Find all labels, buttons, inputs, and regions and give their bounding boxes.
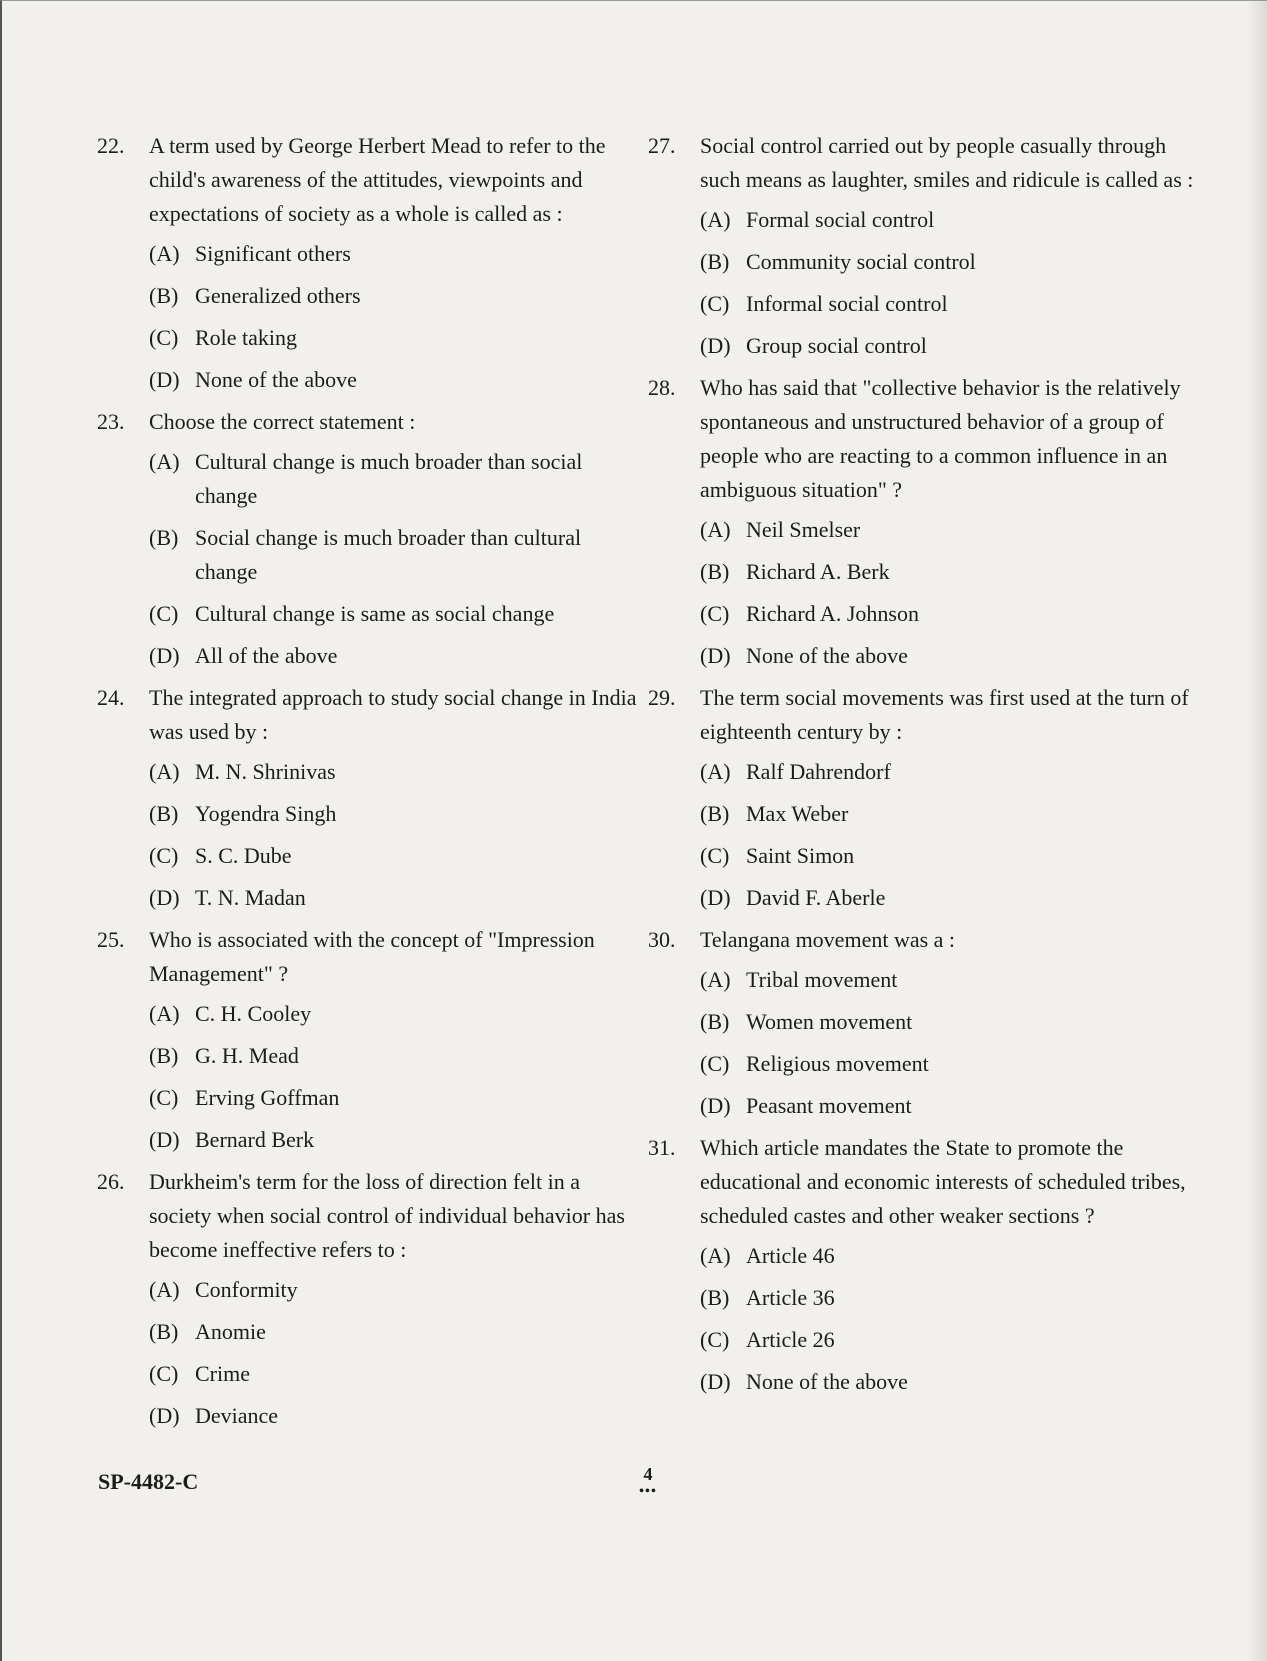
option-b — [700, 1005, 1196, 1039]
option-text: Bernard Berk — [195, 1127, 315, 1152]
option-letter: (C) — [700, 291, 730, 316]
option-letter: (B) — [149, 1043, 179, 1068]
option-b — [700, 1281, 1196, 1315]
option-letter: (A) — [149, 1001, 180, 1026]
option-letter: (B) — [149, 801, 179, 826]
option-text: Article 46 — [746, 1243, 835, 1268]
question-number: 28. — [648, 375, 676, 400]
option-letter: (A) — [700, 207, 731, 232]
option-b — [149, 797, 645, 831]
option-text: Conformity — [195, 1277, 298, 1302]
question-number: 23. — [97, 409, 125, 434]
option-c — [149, 839, 645, 873]
option-c — [700, 1323, 1196, 1357]
options-list — [149, 755, 645, 915]
option-c — [149, 321, 645, 355]
option-letter: (C) — [149, 843, 179, 868]
option-d — [700, 1089, 1196, 1123]
option-b — [149, 1039, 645, 1073]
option-letter: (D) — [700, 1093, 731, 1118]
option-text: Ralf Dahrendorf — [746, 759, 891, 784]
option-a — [700, 203, 1196, 237]
option-d — [149, 1123, 645, 1157]
option-text: Neil Smelser — [746, 517, 861, 542]
question-text: Who has said that "collective behavior is the relatively spontaneous and unstructured behavior of a group of people who are reacting to a common influence in an ambiguous situation" ? — [700, 375, 1181, 502]
question-number: 24. — [97, 685, 125, 710]
option-letter: (A) — [149, 449, 180, 474]
option-c — [700, 1047, 1196, 1081]
option-b — [149, 279, 645, 313]
option-text: Erving Goffman — [195, 1085, 340, 1110]
question-30 — [648, 923, 1196, 1123]
option-text: Saint Simon — [746, 843, 855, 868]
question-number: 25. — [97, 927, 125, 952]
question-22 — [97, 129, 645, 397]
option-text: Peasant movement — [746, 1093, 912, 1118]
option-letter: (D) — [700, 1369, 731, 1394]
question-26 — [97, 1165, 645, 1433]
option-text: Significant others — [195, 241, 351, 266]
option-text: Women movement — [746, 1009, 913, 1034]
option-text: Role taking — [195, 325, 298, 350]
option-d — [700, 881, 1196, 915]
option-letter: (B) — [700, 801, 730, 826]
question-text: A term used by George Herbert Mead to refer to the child's awareness of the attitudes, viewpoints and expectations of society as a whole is called as : — [149, 133, 606, 226]
option-letter: (A) — [700, 517, 731, 542]
question-28 — [648, 371, 1196, 673]
question-25 — [97, 923, 645, 1157]
option-letter: (C) — [149, 325, 179, 350]
option-a — [149, 1273, 645, 1307]
options-list — [149, 997, 645, 1157]
option-text: Community social control — [746, 249, 976, 274]
right-column — [648, 129, 1196, 1407]
options-list — [149, 1273, 645, 1433]
option-letter: (B) — [149, 1319, 179, 1344]
option-text: Article 26 — [746, 1327, 835, 1352]
option-letter: (C) — [149, 1361, 179, 1386]
option-text: David F. Aberle — [746, 885, 886, 910]
option-letter: (C) — [700, 1051, 730, 1076]
question-24 — [97, 681, 645, 915]
option-letter: (C) — [149, 601, 179, 626]
option-text: Yogendra Singh — [195, 801, 337, 826]
option-text: Cultural change is same as social change — [195, 601, 555, 626]
option-d — [149, 881, 645, 915]
question-number: 29. — [648, 685, 676, 710]
option-b — [149, 521, 645, 589]
option-d — [700, 329, 1196, 363]
option-c — [149, 597, 645, 631]
options-list — [700, 1239, 1196, 1399]
option-text: Richard A. Johnson — [746, 601, 919, 626]
page-number-block — [618, 1465, 678, 1501]
option-text: T. N. Madan — [195, 885, 306, 910]
question-31 — [648, 1131, 1196, 1399]
option-text: M. N. Shrinivas — [195, 759, 336, 784]
options-list — [149, 237, 645, 397]
option-letter: (A) — [149, 241, 180, 266]
question-29 — [648, 681, 1196, 915]
question-text: Which article mandates the State to promote the educational and economic interests of scheduled tribes, scheduled castes and other weaker sections ? — [700, 1135, 1186, 1228]
option-text: None of the above — [746, 1369, 908, 1394]
option-text: G. H. Mead — [195, 1043, 299, 1068]
question-number: 26. — [97, 1169, 125, 1194]
option-text: Religious movement — [746, 1051, 929, 1076]
option-letter: (D) — [700, 643, 731, 668]
option-b — [149, 1315, 645, 1349]
option-letter: (A) — [700, 967, 731, 992]
option-b — [700, 555, 1196, 589]
option-text: Formal social control — [746, 207, 935, 232]
option-text: Social change is much broader than cultural change — [195, 525, 582, 584]
option-text: Richard A. Berk — [746, 559, 890, 584]
option-text: All of the above — [195, 643, 338, 668]
option-c — [700, 839, 1196, 873]
page-edge-shadow — [1247, 1, 1267, 1661]
question-text: Who is associated with the concept of "Impression Management" ? — [149, 927, 595, 986]
option-a — [149, 445, 645, 513]
options-list — [700, 963, 1196, 1123]
option-a — [149, 237, 645, 271]
question-text: The term social movements was first used at the turn of eighteenth century by : — [700, 685, 1189, 744]
option-letter: (A) — [149, 1277, 180, 1302]
option-text: Tribal movement — [746, 967, 898, 992]
question-text: Telangana movement was a : — [700, 927, 956, 952]
option-letter: (B) — [700, 559, 730, 584]
question-number: 22. — [97, 133, 125, 158]
option-d — [149, 1399, 645, 1433]
option-letter: (D) — [149, 367, 180, 392]
option-text: S. C. Dube — [195, 843, 292, 868]
option-letter: (B) — [700, 1285, 730, 1310]
option-c — [700, 597, 1196, 631]
option-letter: (D) — [700, 885, 731, 910]
option-letter: (A) — [700, 759, 731, 784]
option-letter: (B) — [700, 1009, 730, 1034]
option-letter: (A) — [700, 1243, 731, 1268]
option-letter: (D) — [700, 333, 731, 358]
option-text: Anomie — [195, 1319, 266, 1344]
option-a — [149, 755, 645, 789]
option-a — [149, 997, 645, 1031]
option-c — [149, 1081, 645, 1115]
option-text: Crime — [195, 1361, 250, 1386]
question-number: 31. — [648, 1135, 676, 1160]
question-27 — [648, 129, 1196, 363]
options-list — [700, 755, 1196, 915]
options-list — [700, 513, 1196, 673]
option-letter: (D) — [149, 1403, 180, 1428]
option-letter: (C) — [700, 601, 730, 626]
option-c — [149, 1357, 645, 1391]
option-text: Deviance — [195, 1403, 279, 1428]
option-text: None of the above — [746, 643, 908, 668]
question-number: 27. — [648, 133, 676, 158]
option-letter: (C) — [700, 843, 730, 868]
question-text: Choose the correct statement : — [149, 409, 416, 434]
option-d — [149, 639, 645, 673]
option-letter: (C) — [149, 1085, 179, 1110]
option-letter: (B) — [700, 249, 730, 274]
option-letter: (D) — [149, 643, 180, 668]
option-text: C. H. Cooley — [195, 1001, 312, 1026]
option-letter: (D) — [149, 885, 180, 910]
option-text: Cultural change is much broader than social change — [195, 449, 583, 508]
question-text: The integrated approach to study social change in India was used by : — [149, 685, 637, 744]
question-number: 30. — [648, 927, 676, 952]
left-column — [97, 129, 645, 1441]
options-list — [149, 445, 645, 673]
option-letter: (B) — [149, 283, 179, 308]
option-c — [700, 287, 1196, 321]
option-text: Article 36 — [746, 1285, 835, 1310]
question-text: Durkheim's term for the loss of direction felt in a society when social control of individual behavior has become ineffective refers to : — [149, 1169, 625, 1262]
question-text: Social control carried out by people casually through such means as laughter, smiles and ridicule is called as : — [700, 133, 1194, 192]
option-letter: (A) — [149, 759, 180, 784]
option-letter: (B) — [149, 525, 179, 550]
page-dots: ••• — [639, 1484, 657, 1499]
option-text: Generalized others — [195, 283, 361, 308]
option-d — [700, 639, 1196, 673]
page-number: 4 — [643, 1464, 653, 1484]
option-text: Max Weber — [746, 801, 849, 826]
option-d — [149, 363, 645, 397]
option-a — [700, 513, 1196, 547]
question-23 — [97, 405, 645, 673]
option-letter: (D) — [149, 1127, 180, 1152]
option-text: None of the above — [195, 367, 357, 392]
option-b — [700, 245, 1196, 279]
options-list — [700, 203, 1196, 363]
option-text: Group social control — [746, 333, 927, 358]
option-a — [700, 963, 1196, 997]
option-d — [700, 1365, 1196, 1399]
option-text: Informal social control — [746, 291, 948, 316]
option-a — [700, 1239, 1196, 1273]
option-letter: (C) — [700, 1327, 730, 1352]
option-b — [700, 797, 1196, 831]
option-a — [700, 755, 1196, 789]
booklet-code: SP-4482-C — [98, 1469, 199, 1494]
